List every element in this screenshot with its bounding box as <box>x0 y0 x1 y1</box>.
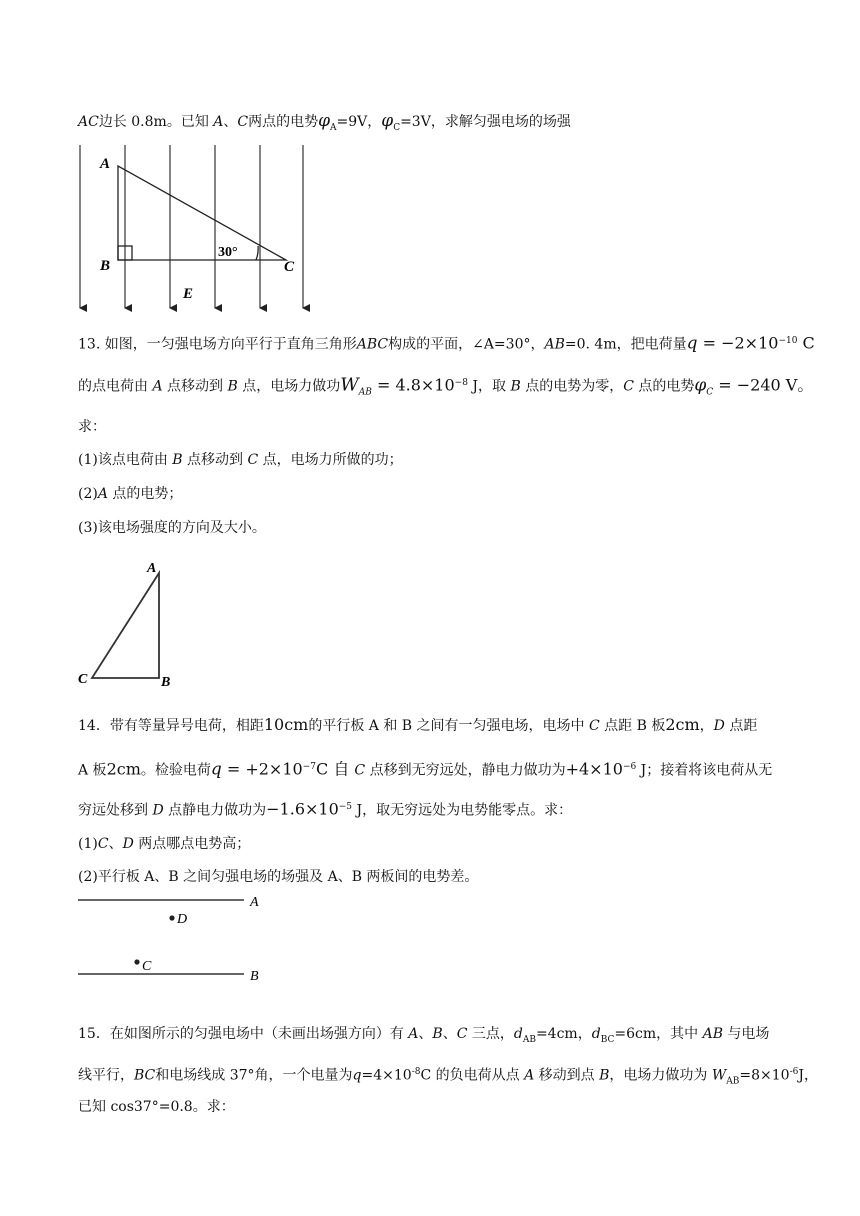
exponent: -8 <box>411 1067 421 1077</box>
text: (1) <box>78 836 98 852</box>
label-c: C <box>78 672 88 687</box>
text: C 的负电荷从点 <box>420 1067 525 1084</box>
text: 、 <box>418 1026 433 1042</box>
text: 点移动到 <box>162 378 228 395</box>
text: 和电场线成 37°角，一个电量为 <box>155 1067 353 1084</box>
text: 点的电势 <box>633 378 695 395</box>
text: C <box>456 1026 468 1042</box>
text: B <box>510 378 521 395</box>
exponent: −10 <box>778 336 798 346</box>
text: 穷远处移到 <box>78 802 153 819</box>
text: = −240 V。 <box>713 375 814 395</box>
text: 、 <box>108 836 123 852</box>
text: C <box>588 718 600 734</box>
q15-line-1 <box>78 1024 769 1050</box>
text: 2cm <box>106 759 141 779</box>
label-e: E <box>183 286 194 302</box>
exponent: −8 <box>454 378 468 388</box>
q14-line-2 <box>78 757 772 781</box>
text: 13. 如图，一匀强电场方向平行于直角三角形 <box>78 336 357 353</box>
text: =8×10 <box>739 1067 790 1084</box>
text: AC <box>78 114 99 130</box>
text: ， <box>699 718 714 734</box>
q14-line-3 <box>78 797 572 821</box>
text: A <box>152 378 163 395</box>
text: 、 <box>223 114 238 130</box>
text: 的点电荷由 <box>78 378 153 395</box>
point-c <box>134 959 139 964</box>
subscript: AB <box>358 387 372 398</box>
q13-sub-1 <box>78 450 403 470</box>
exponent: −6 <box>622 762 637 772</box>
text: 点的电势； <box>107 486 183 502</box>
text: A <box>213 114 224 130</box>
triangle-abc <box>118 166 286 260</box>
text: 点距 B 板 <box>599 718 666 734</box>
text: 移动到点 <box>534 1067 600 1084</box>
text: =6cm，其中 <box>614 1026 703 1042</box>
label-d: D <box>177 912 188 927</box>
label-b: B <box>250 969 259 984</box>
text: BC <box>134 1067 156 1084</box>
label-a: A <box>250 895 259 910</box>
text: ABC <box>356 336 389 353</box>
text: J，取无穷远处为电势能零点。求： <box>352 802 573 819</box>
text: 14．带有等量异号电荷，相距 <box>78 718 264 734</box>
q13-sub-3 <box>78 518 266 538</box>
text: 线平行， <box>78 1067 134 1084</box>
text: 点，电场力所做的功； <box>258 452 403 468</box>
text: 两点哪点电势高； <box>133 836 251 852</box>
text: 、 <box>442 1026 457 1042</box>
label-c: C <box>142 959 152 974</box>
text: A <box>408 1026 419 1042</box>
text: d <box>591 1026 601 1042</box>
text: 构成的平面，∠A=30°， <box>388 336 545 353</box>
text: J；接着将该电荷从无 <box>636 762 773 779</box>
text: C <box>797 333 815 353</box>
label-b: B <box>161 675 171 690</box>
point-d <box>169 915 174 920</box>
text: 边长 0.8m。已知 <box>98 114 214 130</box>
text: A <box>97 486 108 502</box>
text: C <box>623 378 634 395</box>
triangle <box>92 573 159 678</box>
text: AB <box>702 1026 723 1042</box>
text: C <box>354 762 366 779</box>
q13-line-1 <box>78 331 815 355</box>
text: 三点， <box>467 1026 514 1042</box>
text: C 自 <box>315 759 355 779</box>
text: 点的电势为零， <box>520 378 624 395</box>
subscript: C <box>393 122 401 133</box>
text: (1)该点电荷由 <box>78 452 173 468</box>
q13-line-2 <box>78 373 813 402</box>
text: = +2×10 <box>221 759 303 779</box>
label-a: A <box>100 156 111 172</box>
text: 点距 <box>724 718 758 734</box>
text: W <box>340 374 359 396</box>
q13-line-3 <box>78 417 106 437</box>
text: q <box>686 333 698 354</box>
text: B <box>172 452 183 468</box>
text: C <box>237 114 249 130</box>
text: ，电场力做功为 <box>609 1067 712 1084</box>
q13-sub-2 <box>78 484 182 504</box>
exponent: -6 <box>789 1067 799 1077</box>
text: q <box>352 1067 362 1084</box>
text: B <box>432 1026 443 1042</box>
phi-symbol: φ <box>318 111 331 131</box>
angle-arc <box>256 246 258 260</box>
text: D <box>713 718 725 734</box>
phi-symbol: φ <box>694 375 707 396</box>
text: −1.6×10 <box>266 799 339 819</box>
text: B <box>599 1067 610 1084</box>
figure-parallel-plates <box>74 890 274 985</box>
text: 的平行板 A 和 B 之间有一匀强电场，电场中 <box>308 718 589 734</box>
text: C <box>97 836 109 852</box>
text: 两点的电势 <box>248 114 319 130</box>
text: 点移动到 <box>182 452 248 468</box>
text: =3V，求解匀强电场的场强 <box>400 114 571 130</box>
text: 点静电力做功为 <box>163 802 267 819</box>
text: +4×10 <box>565 759 623 779</box>
subscript: A <box>330 122 337 133</box>
q14-sub-2 <box>78 867 478 887</box>
text: 与电场 <box>722 1026 770 1042</box>
text: (2)平行板 A、B 之间匀强电场的场强及 A、B 两板间的电势差。 <box>78 869 479 885</box>
text: 点，电场力做功 <box>237 378 341 395</box>
text: = 4.8×10 <box>371 375 455 395</box>
q15-line-3 <box>78 1097 235 1117</box>
label-c: C <box>284 259 295 275</box>
text: 2cm <box>665 715 700 734</box>
text: 15．在如图所示的匀强电场中（未画出场强方向）有 <box>78 1026 409 1042</box>
text: 已知 cos37°=0.8。求： <box>78 1099 235 1115</box>
text: D <box>122 836 134 852</box>
subscript: BC <box>600 1034 615 1045</box>
text: J， <box>798 1067 818 1084</box>
text: =4×10 <box>361 1067 412 1084</box>
text: 点移到无穷远处，静电力做功为 <box>365 762 566 779</box>
label-b: B <box>100 258 111 274</box>
exponent: −5 <box>338 802 353 812</box>
label-a: A <box>147 561 157 576</box>
figure-triangle-in-field <box>70 140 320 315</box>
text: 。检验电荷 <box>140 762 211 779</box>
q14-line-1 <box>78 715 757 736</box>
text: d <box>513 1026 523 1042</box>
subscript: AB <box>522 1034 536 1045</box>
angle-label: 30° <box>218 245 238 260</box>
problem-12-tail-line <box>78 111 571 138</box>
text: J，取 <box>467 378 511 395</box>
text: B <box>227 378 238 395</box>
text: 求： <box>78 419 106 435</box>
text: q <box>210 759 222 780</box>
text: (3)该电场强度的方向及大小。 <box>78 520 266 536</box>
text: AB <box>544 336 565 353</box>
text: = −2×10 <box>697 333 779 353</box>
text: A <box>524 1067 535 1084</box>
text: =4cm， <box>535 1026 592 1042</box>
text: =0. 4m，把电荷量 <box>564 336 687 353</box>
text: (2) <box>78 486 98 502</box>
text: D <box>152 802 164 819</box>
text: A 板 <box>78 762 107 779</box>
text: C <box>247 452 259 468</box>
subscript: C <box>706 387 714 398</box>
text: W <box>711 1067 727 1084</box>
subscript: AB <box>726 1076 740 1087</box>
text: 10cm <box>263 715 309 734</box>
q15-line-2 <box>78 1062 818 1091</box>
figure-triangle-abc <box>75 555 185 690</box>
q14-sub-1 <box>78 834 250 854</box>
exponent: −7 <box>302 762 316 772</box>
text: =9V， <box>336 114 382 130</box>
phi-symbol: φ <box>381 111 394 131</box>
